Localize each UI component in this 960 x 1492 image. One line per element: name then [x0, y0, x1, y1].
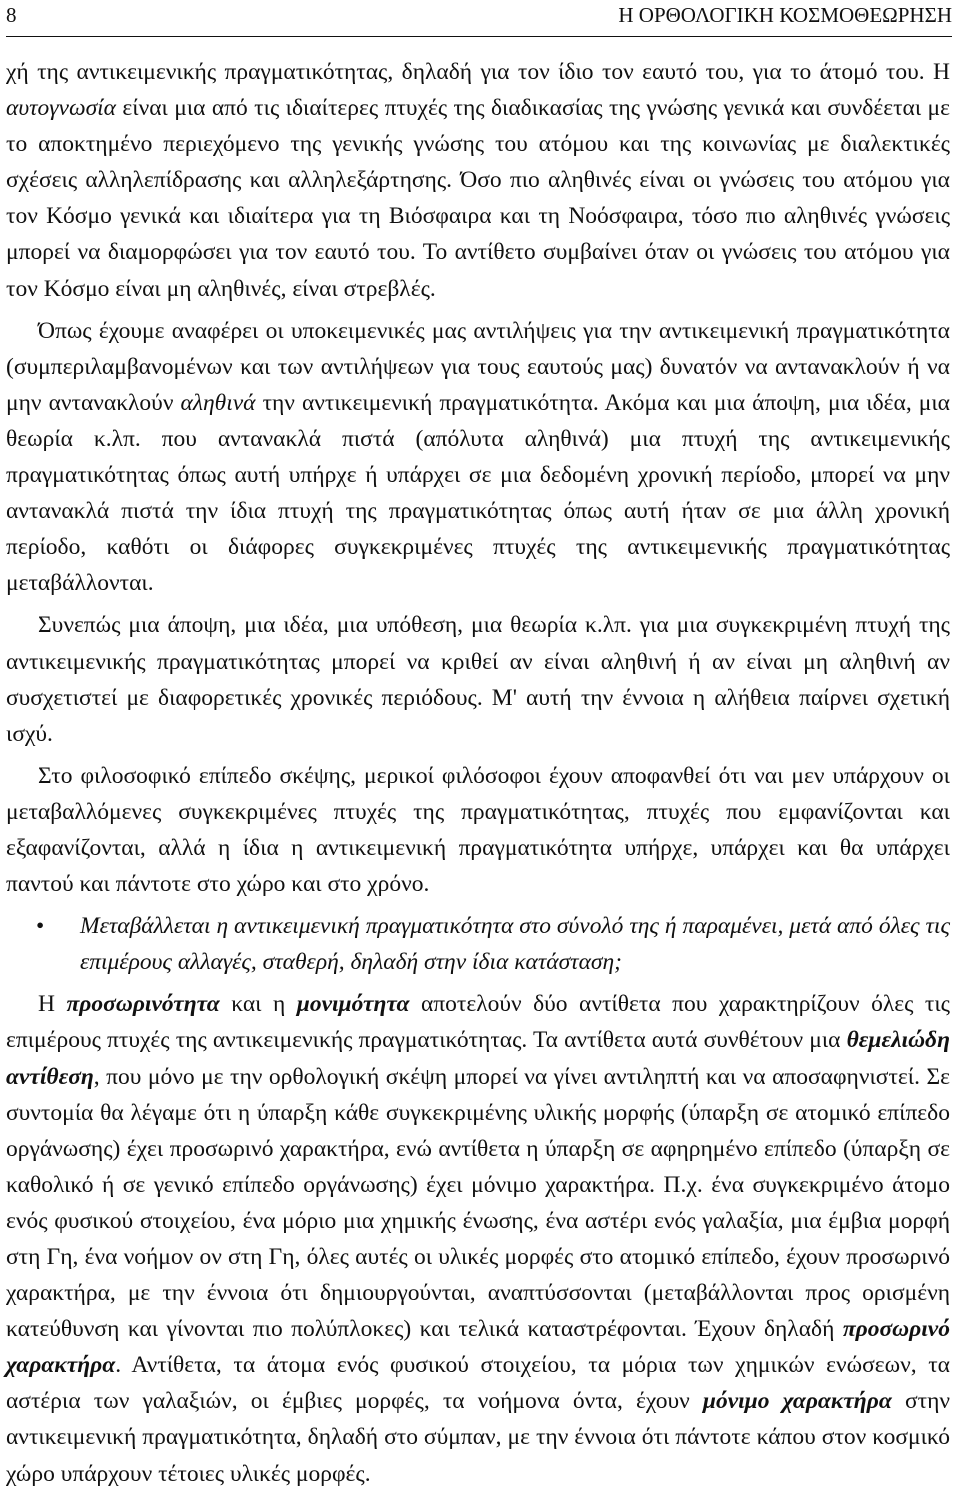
body-text — [6, 54, 950, 1492]
paragraph-4: Στο φιλοσοφικό επίπεδο σκέψης, μερικοί φιλόσοφοι έχουν αποφανθεί ότι ναι μεν υπάρχουν οι μεταβαλλόμενες συγκεκριμένες πτυχές της πραγματικότητας, πτυχές που εμφανίζονται και εξαφανίζονται, αλλά η ίδια η αντικειμενική πραγματικότητα υπήρχε, υπάρχει και θα υπάρχει παντού και πάντοτε στο χώρο και στο χρόνο. — [6, 762, 950, 898]
text-run: Όπως έχουμε αναφέρει οι υποκειμενικές μας αντιλήψεις για την αντικειμενική πραγματικότητα (συμπεριλαμβανομένων και των αντιλήψεων για τους εαυτούς μας) δυνατόν να αντανακλούν ή να μην αντανακλούν — [6, 317, 950, 416]
text-run: χή της αντικειμενικής πραγματικότητας, δηλαδή για τον ίδιο τον εαυτό του, για το άτομό του. Η — [6, 59, 950, 85]
text-run: Η — [38, 991, 67, 1018]
text-run: την αντικειμενική πραγματικότητα. Ακόμα και μια άποψη, μια ιδέα, μια θεωρία κ.λπ. που αντανακλά πιστά (απόλυτα αληθινά) μια πτυχή της αντικειμενικής πραγματικότητας όπως αυτή υπήρχε ή υπάρχει σε μια δεδομένη χρονική περίοδο, μπορεί να μην αντανακλά πιστά την ίδια πτυχή της πραγματικότητας όπως αυτή ήταν σε μια άλλη χρονική περίοδο, καθότι οι διάφορες συγκεκριμένες πτυχές της αντικειμενικής πραγματικότητας μεταβάλλονται. — [6, 389, 950, 597]
bold-italic-term: θεμελιώδη αντίθεση — [6, 1027, 950, 1090]
bullet-item — [6, 908, 950, 980]
text-run: , που μόνο με την ορθολογική σκέψη μπορεί να γίνει αντιληπτή και να αποσαφηνιστεί. Σε συντομία θα λέγαμε ότι η ύπαρξη κάθε συγκεκριμένης υλικής μορφής (ύπαρξη σε ατομικό επίπεδο οργάνωσης) έχει προσωρινό χαρακτήρα, ενώ αντίθετα η ύπαρξη σε αφηρημένο επίπεδο (ύπαρξη σε καθολικό ή σε γενικό επίπεδο οργάνωσης) έχει μόνιμο χαρακτήρα. Π.χ. ένα συγκεκριμένο άτομο ενός φυσικού στοιχείου, ένα μόριο μια χημικής ένωσης, ένα αστέρι ενός γαλαξία, μια έμβια μορφή στη Γη, ένα νοήμον ον στη Γη, όλες αυτές οι υλικές μορφές στο ατομικό επίπεδο, έχουν προσωρινό χαρακτήρα, με την έννοια ότι δημιουργούνται, αναπτύσσονται (μεταβάλλονται προς ορισμένη κατεύθυνση και γίνονται πιο πολύπλοκες) και τελικά καταστρέφονται. Έχουν δηλαδή — [6, 1063, 950, 1343]
paragraph-5 — [6, 986, 950, 1491]
bold-italic-term: προσωρινό χαρακτήρα — [6, 1316, 950, 1379]
bold-italic-term: μονιμότητα — [296, 991, 410, 1018]
running-head: Η ΟΡΘΟΛΟΓΙΚΗ ΚΟΣΜΟΘΕΩΡΗΣΗ — [618, 3, 952, 27]
text-run: . Αντίθετα, τα άτομα ενός φυσικού στοιχείου, τα μόρια των χημικών ενώσεων, τα αστέρια των γαλαξιών, οι έμβιες μορφές, τα νοήμονα όντα, έχουν — [6, 1352, 950, 1415]
text-run: είναι μια από τις ιδιαίτερες πτυχές της διαδικασίας της γνώσης γενικά και συνδέεται με το αποκτημένο περιεχόμενο της γενικής γνώσης του ατόμου και της κοινωνίας με διαλεκτικές σχέσεις αλληλεπίδρασης και αλληλεξάρτησης. Όσο πιο αληθινές είναι οι γνώσεις του ατόμου για τον Κόσμο γενικά και ιδιαίτερα για τη Βιόσφαιρα και τη Νοόσφαιρα, τόσο πιο αληθινές γνώσεις μπορεί να διαμορφώσει για τον εαυτό του. Το αντίθετο συμβαίνει όταν οι γνώσεις του ατόμου για τον Κόσμο είναι μη αληθινές, είναι στρεβλές. — [6, 95, 950, 302]
page-header — [6, 0, 952, 30]
bullet-icon: • — [36, 913, 45, 940]
text-run: και η — [219, 991, 297, 1018]
paragraph-2 — [6, 313, 950, 602]
italic-term: αυτογνωσία — [6, 95, 117, 122]
text-run: αποτελούν δύο αντίθετα που χαρακτηρίζουν όλες τις επιμέρους πτυχές της αντικειμενικής πραγματικότητας. Τα αντίθετα αυτά συνθέτουν μια — [6, 991, 950, 1054]
paragraph-3: Συνεπώς μια άποψη, μια ιδέα, μια υπόθεση, μια θεωρία κ.λπ. για μια συγκεκριμένη πτυχή της αντικειμενικής πραγματικότητας μπορεί να κριθεί αν είναι αληθινή ή αν είναι μη αληθινή αν συσχετιστεί με διαφορετικές χρονικές περιόδους. Μ' αυτή την έννοια η αλήθεια παίρνει σχετική ισχύ. — [6, 612, 950, 747]
page-number: 8 — [6, 3, 17, 27]
bold-italic-term: προσωρινότητα — [66, 991, 220, 1018]
text-run: στην αντικειμενική πραγματικότητα, δηλαδή στο σύμπαν, με την έννοια ότι πάντοτε κάπου στον κοσμικό χώρο υπάρχουν τέτοιες υλικές μορφές. — [6, 1388, 950, 1487]
header-rule — [6, 36, 952, 37]
bold-italic-term: μόνιμο χαρακτήρα — [702, 1388, 892, 1415]
paragraph-1 — [6, 54, 950, 307]
italic-term: αληθινά — [180, 389, 256, 416]
bullet-text: Μεταβάλλεται η αντικειμενική πραγματικότητα στο σύνολό της ή παραμένει, μετά από όλες τις επιμέρους αλλαγές, σταθερή, δηλαδή στην ίδια κατάσταση; — [80, 913, 950, 976]
